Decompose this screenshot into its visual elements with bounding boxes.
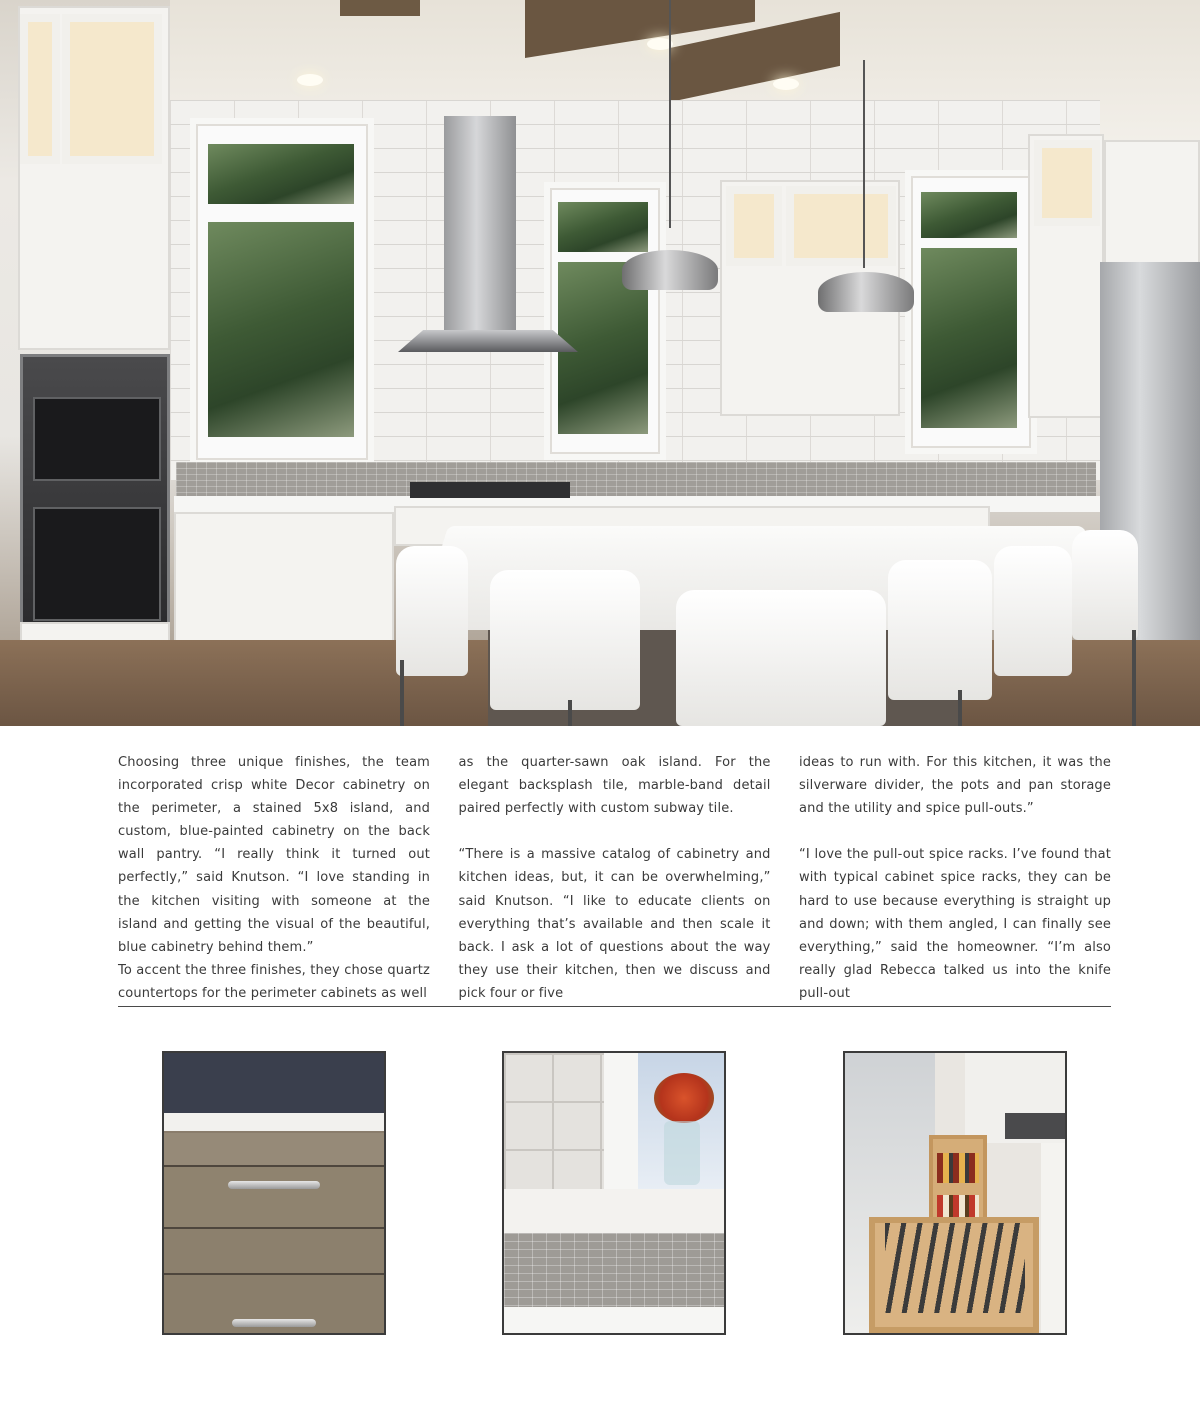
article-paragraph: ideas to run with. For this kitchen, it was the silverware divider, the pots and pan storage and the utility and spice pull-outs.” [799, 755, 1111, 817]
recessed-light [773, 78, 799, 90]
utensil-pullout [869, 1217, 1039, 1333]
window [190, 118, 374, 466]
ceiling-beam [340, 0, 420, 16]
glass-vase [664, 1121, 700, 1185]
upper-cabinet [1028, 134, 1104, 418]
marble-band [504, 1233, 724, 1307]
article-paragraph: Choosing three unique finishes, the team incorporated crisp white Decor cabinetry on the perimeter, a stained 5x8 island, and custom, blue-painted cabinetry on the back wall pantry. “I really think it turned out perfectly,” said Knutson. “I love standing in the kitchen visiting with someone at the island and getting the visual of the beautiful, blue cabinetry behind them.” [118, 755, 430, 955]
article-paragraph: “There is a massive catalog of cabinetry and kitchen ideas, but, it can be overwhelming,” said Knutson. “I like to educate clients on everything that’s available and then scale it back. I ask a lot of questions about the way they use their kitchen, then we discuss and pick four or five [458, 847, 771, 1001]
cooktop [410, 482, 570, 498]
window [544, 182, 666, 460]
article-body [118, 751, 1111, 1005]
photo-spice-pullout [843, 1051, 1067, 1335]
article-column-1 [118, 751, 430, 1005]
photo-backsplash-tile [502, 1051, 726, 1335]
flower-bouquet [654, 1073, 714, 1123]
pendant-light [818, 272, 914, 312]
drawer-handle [228, 1181, 320, 1189]
cooktop [1005, 1113, 1065, 1139]
article-paragraph: To accent the three finishes, they chose quartz countertops for the perimeter cabinets as well [118, 962, 430, 1001]
photo-island-drawers [162, 1051, 386, 1335]
tall-white-cabinet [18, 6, 170, 350]
recessed-light [297, 74, 323, 86]
bar-stool [676, 590, 886, 726]
bar-stool [396, 546, 468, 676]
range-hood [444, 116, 516, 338]
bar-stool [994, 546, 1072, 676]
upper-cabinet [1104, 140, 1200, 266]
article-paragraph: “I love the pull-out spice racks. I’ve found that with typical cabinet spice racks, they can be hard to use because everything is straight up and down; with them angled, I can finally see everything,” said the homeowner. “I’m also really glad Rebecca talked us into the knife pull-out [799, 847, 1111, 1001]
bar-stool [888, 560, 992, 700]
wall-oven [20, 354, 170, 634]
article-paragraph: as the quarter-sawn oak island. For the elegant backsplash tile, marble-band detail paired perfectly with custom subway tile. [458, 755, 771, 817]
bar-stool [490, 570, 640, 710]
pendant-light [622, 250, 718, 290]
bar-stool [1072, 530, 1138, 640]
range-hood-base [398, 330, 578, 352]
window [905, 170, 1037, 454]
article-column-2 [459, 751, 771, 1005]
article-column-3 [799, 751, 1111, 1005]
section-divider [118, 1006, 1111, 1007]
drawer-handle [232, 1319, 316, 1327]
